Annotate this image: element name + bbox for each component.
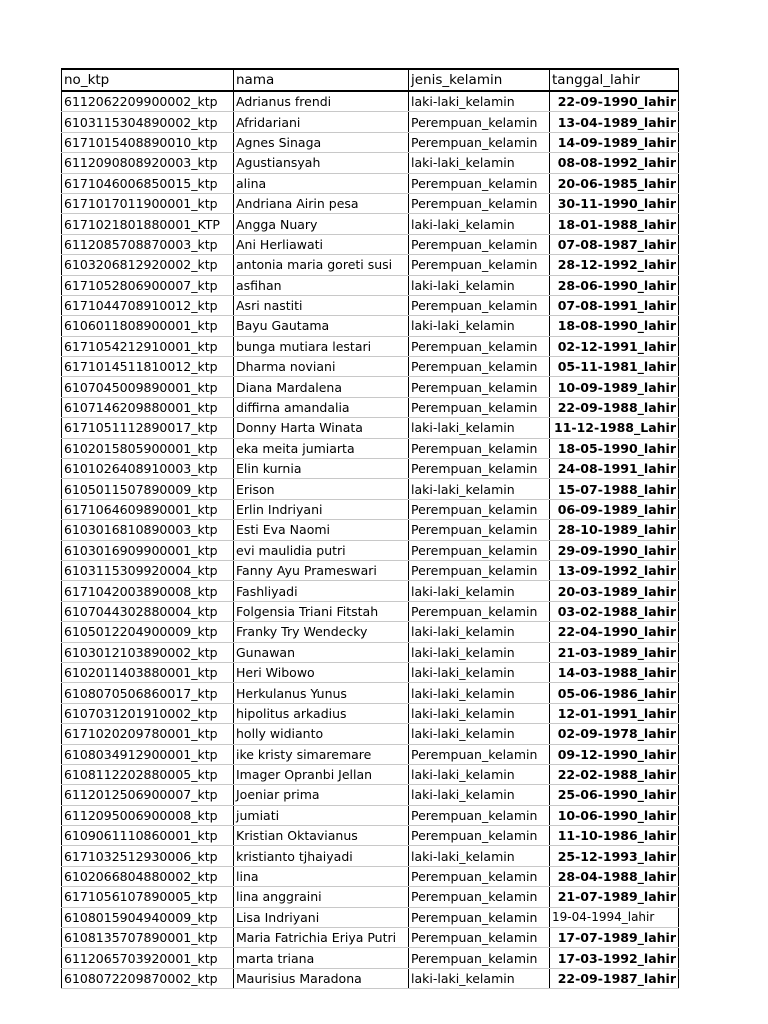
nama-cell[interactable]: Lisa Indriyani bbox=[234, 907, 409, 927]
table-row bbox=[62, 193, 679, 213]
jenis-kelamin-cell[interactable]: laki-laki_kelamin bbox=[409, 724, 550, 744]
tanggal-lahir-cell[interactable]: 17-07-1989_lahir bbox=[550, 928, 679, 948]
data-table bbox=[61, 68, 679, 989]
jenis-kelamin-cell[interactable]: Perempuan_kelamin bbox=[409, 193, 550, 213]
jenis-kelamin-cell[interactable]: Perempuan_kelamin bbox=[409, 377, 550, 397]
jenis-kelamin-cell[interactable]: Perempuan_kelamin bbox=[409, 112, 550, 132]
jenis-kelamin-cell[interactable]: Perempuan_kelamin bbox=[409, 744, 550, 764]
tanggal-lahir-cell[interactable]: 22-09-1990_lahir bbox=[550, 91, 679, 112]
jenis-kelamin-cell[interactable]: laki-laki_kelamin bbox=[409, 153, 550, 173]
tanggal-lahir-cell[interactable]: 28-06-1990_lahir bbox=[550, 275, 679, 295]
nama-cell[interactable]: Adrianus frendi bbox=[234, 91, 409, 112]
table-row bbox=[62, 887, 679, 907]
table-row bbox=[62, 316, 679, 336]
nama-cell[interactable]: Afridariani bbox=[234, 112, 409, 132]
no-ktp-cell[interactable]: 6171042003890008_ktp bbox=[62, 581, 234, 601]
tanggal-lahir-cell[interactable]: 14-09-1989_lahir bbox=[550, 132, 679, 152]
table-row bbox=[62, 662, 679, 682]
jenis-kelamin-cell[interactable]: laki-laki_kelamin bbox=[409, 662, 550, 682]
jenis-kelamin-cell[interactable]: Perempuan_kelamin bbox=[409, 601, 550, 621]
nama-cell[interactable]: Bayu Gautama bbox=[234, 316, 409, 336]
no-ktp-cell[interactable]: 6171051112890017_ktp bbox=[62, 418, 234, 438]
jenis-kelamin-cell[interactable]: Perempuan_kelamin bbox=[409, 907, 550, 927]
table-row bbox=[62, 764, 679, 784]
tanggal-lahir-cell[interactable]: 28-10-1989_lahir bbox=[550, 520, 679, 540]
jenis-kelamin-cell[interactable]: Perempuan_kelamin bbox=[409, 459, 550, 479]
no-ktp-cell[interactable]: 6112012506900007_ktp bbox=[62, 785, 234, 805]
jenis-kelamin-cell[interactable]: Perempuan_kelamin bbox=[409, 866, 550, 886]
table-row bbox=[62, 520, 679, 540]
nama-cell[interactable]: jumiati bbox=[234, 805, 409, 825]
nama-cell[interactable]: alina bbox=[234, 173, 409, 193]
table-row bbox=[62, 459, 679, 479]
table-row bbox=[62, 826, 679, 846]
jenis-kelamin-cell[interactable]: laki-laki_kelamin bbox=[409, 214, 550, 234]
table-row bbox=[62, 479, 679, 499]
tanggal-lahir-cell[interactable]: 28-12-1992_lahir bbox=[550, 255, 679, 275]
nama-cell[interactable]: Heri Wibowo bbox=[234, 662, 409, 682]
table-row bbox=[62, 866, 679, 886]
no-ktp-cell[interactable]: 6112085708870003_ktp bbox=[62, 234, 234, 254]
table-row bbox=[62, 132, 679, 152]
table-row bbox=[62, 255, 679, 275]
no-ktp-cell[interactable]: 6103012103890002_ktp bbox=[62, 642, 234, 662]
no-ktp-cell[interactable]: 6171021801880001_KTP bbox=[62, 214, 234, 234]
table-row bbox=[62, 581, 679, 601]
no-ktp-cell[interactable]: 6107146209880001_ktp bbox=[62, 397, 234, 417]
nama-cell[interactable]: kristianto tjhaiyadi bbox=[234, 846, 409, 866]
jenis-kelamin-cell[interactable]: Perempuan_kelamin bbox=[409, 887, 550, 907]
nama-cell[interactable]: Gunawan bbox=[234, 642, 409, 662]
nama-cell[interactable]: diffirna amandalia bbox=[234, 397, 409, 417]
table-row bbox=[62, 153, 679, 173]
nama-cell[interactable]: lina bbox=[234, 866, 409, 886]
jenis-kelamin-cell[interactable]: laki-laki_kelamin bbox=[409, 275, 550, 295]
jenis-kelamin-cell[interactable]: Perempuan_kelamin bbox=[409, 234, 550, 254]
table-row bbox=[62, 642, 679, 662]
tanggal-lahir-cell[interactable]: 21-07-1989_lahir bbox=[550, 887, 679, 907]
tanggal-lahir-cell[interactable]: 25-12-1993_lahir bbox=[550, 846, 679, 866]
tanggal-lahir-cell[interactable]: 11-12-1988_Lahir bbox=[550, 418, 679, 438]
table-row bbox=[62, 805, 679, 825]
tanggal-lahir-cell[interactable]: 07-08-1987_lahir bbox=[550, 234, 679, 254]
no-ktp-cell[interactable]: 6171032512930006_ktp bbox=[62, 846, 234, 866]
tanggal-lahir-cell[interactable]: 15-07-1988_lahir bbox=[550, 479, 679, 499]
jenis-kelamin-cell[interactable]: laki-laki_kelamin bbox=[409, 418, 550, 438]
nama-cell[interactable]: Maurisius Maradona bbox=[234, 968, 409, 988]
jenis-kelamin-cell[interactable]: laki-laki_kelamin bbox=[409, 316, 550, 336]
table-header bbox=[62, 69, 679, 91]
jenis-kelamin-cell[interactable]: Perempuan_kelamin bbox=[409, 520, 550, 540]
no-ktp-cell[interactable]: 6103016909900001_ktp bbox=[62, 540, 234, 560]
tanggal-lahir-cell[interactable]: 02-09-1978_lahir bbox=[550, 724, 679, 744]
no-ktp-cell[interactable]: 6171014511810012_ktp bbox=[62, 357, 234, 377]
table-row bbox=[62, 173, 679, 193]
tanggal-lahir-cell[interactable]: 24-08-1991_lahir bbox=[550, 459, 679, 479]
nama-cell[interactable]: Andriana Airin pesa bbox=[234, 193, 409, 213]
no-ktp-cell[interactable]: 6105012204900009_ktp bbox=[62, 622, 234, 642]
table-row bbox=[62, 234, 679, 254]
nama-cell[interactable]: Asri nastiti bbox=[234, 295, 409, 315]
table-row bbox=[62, 295, 679, 315]
jenis-kelamin-cell[interactable]: laki-laki_kelamin bbox=[409, 764, 550, 784]
tanggal-lahir-cell[interactable]: 18-01-1988_lahir bbox=[550, 214, 679, 234]
no-ktp-cell[interactable]: 6102066804880002_ktp bbox=[62, 866, 234, 886]
tanggal-lahir-cell[interactable]: 13-09-1992_lahir bbox=[550, 560, 679, 580]
jenis-kelamin-cell[interactable]: Perempuan_kelamin bbox=[409, 255, 550, 275]
table-row bbox=[62, 601, 679, 621]
no-ktp-cell[interactable]: 6171017011900001_ktp bbox=[62, 193, 234, 213]
table-row bbox=[62, 785, 679, 805]
nama-cell[interactable]: Maria Fatrichia Eriya Putri bbox=[234, 928, 409, 948]
jenis-kelamin-cell[interactable]: Perempuan_kelamin bbox=[409, 357, 550, 377]
jenis-kelamin-cell[interactable]: laki-laki_kelamin bbox=[409, 968, 550, 988]
jenis-kelamin-cell[interactable]: Perempuan_kelamin bbox=[409, 132, 550, 152]
nama-cell[interactable]: Diana Mardalena bbox=[234, 377, 409, 397]
jenis-kelamin-cell[interactable]: Perempuan_kelamin bbox=[409, 295, 550, 315]
tanggal-lahir-cell[interactable]: 30-11-1990_lahir bbox=[550, 193, 679, 213]
jenis-kelamin-cell[interactable]: Perempuan_kelamin bbox=[409, 438, 550, 458]
no-ktp-cell[interactable]: 6108034912900001_ktp bbox=[62, 744, 234, 764]
jenis-kelamin-cell[interactable]: laki-laki_kelamin bbox=[409, 703, 550, 723]
no-ktp-cell[interactable]: 6171064609890001_ktp bbox=[62, 499, 234, 519]
nama-cell[interactable]: Donny Harta Winata bbox=[234, 418, 409, 438]
jenis-kelamin-cell[interactable]: laki-laki_kelamin bbox=[409, 785, 550, 805]
no-ktp-cell[interactable]: 6171054212910001_ktp bbox=[62, 336, 234, 356]
no-ktp-cell[interactable]: 6171015408890010_ktp bbox=[62, 132, 234, 152]
table-row bbox=[62, 91, 679, 112]
nama-cell[interactable]: Joeniar prima bbox=[234, 785, 409, 805]
table-row bbox=[62, 275, 679, 295]
table-row bbox=[62, 336, 679, 356]
no-ktp-cell[interactable]: 6112065703920001_ktp bbox=[62, 948, 234, 968]
jenis-kelamin-cell[interactable]: Perempuan_kelamin bbox=[409, 948, 550, 968]
tanggal-lahir-cell[interactable]: 18-08-1990_lahir bbox=[550, 316, 679, 336]
table-row bbox=[62, 622, 679, 642]
nama-cell[interactable]: Erlin Indriyani bbox=[234, 499, 409, 519]
table-row bbox=[62, 112, 679, 132]
tanggal-lahir-cell[interactable]: 05-06-1986_lahir bbox=[550, 683, 679, 703]
header-no-ktp[interactable]: no_ktp bbox=[62, 69, 234, 91]
no-ktp-cell[interactable]: 6171046006850015_ktp bbox=[62, 173, 234, 193]
no-ktp-cell[interactable]: 6112095006900008_ktp bbox=[62, 805, 234, 825]
tanggal-lahir-cell[interactable]: 13-04-1989_lahir bbox=[550, 112, 679, 132]
tanggal-lahir-cell[interactable]: 20-03-1989_lahir bbox=[550, 581, 679, 601]
table-row bbox=[62, 724, 679, 744]
table-row bbox=[62, 397, 679, 417]
no-ktp-cell[interactable]: 6112090808920003_ktp bbox=[62, 153, 234, 173]
no-ktp-cell[interactable]: 6103115309920004_ktp bbox=[62, 560, 234, 580]
header-row bbox=[62, 69, 679, 91]
nama-cell[interactable]: Franky Try Wendecky bbox=[234, 622, 409, 642]
nama-cell[interactable]: Fanny Ayu Prameswari bbox=[234, 560, 409, 580]
no-ktp-cell[interactable]: 6171020209780001_ktp bbox=[62, 724, 234, 744]
no-ktp-cell[interactable]: 6108070506860017_ktp bbox=[62, 683, 234, 703]
jenis-kelamin-cell[interactable]: Perempuan_kelamin bbox=[409, 805, 550, 825]
tanggal-lahir-cell[interactable]: 21-03-1989_lahir bbox=[550, 642, 679, 662]
tanggal-lahir-cell[interactable]: 22-04-1990_lahir bbox=[550, 622, 679, 642]
jenis-kelamin-cell[interactable]: Perempuan_kelamin bbox=[409, 560, 550, 580]
tanggal-lahir-cell[interactable]: 07-08-1991_lahir bbox=[550, 295, 679, 315]
nama-cell[interactable]: Dharma noviani bbox=[234, 357, 409, 377]
table-row bbox=[62, 499, 679, 519]
table-body bbox=[62, 91, 679, 989]
nama-cell[interactable]: evi maulidia putri bbox=[234, 540, 409, 560]
table-row bbox=[62, 560, 679, 580]
table-row bbox=[62, 214, 679, 234]
table-row bbox=[62, 357, 679, 377]
jenis-kelamin-cell[interactable]: Perempuan_kelamin bbox=[409, 826, 550, 846]
no-ktp-cell[interactable]: 6171056107890005_ktp bbox=[62, 887, 234, 907]
tanggal-lahir-cell[interactable]: 10-09-1989_lahir bbox=[550, 377, 679, 397]
nama-cell[interactable]: hipolitus arkadius bbox=[234, 703, 409, 723]
jenis-kelamin-cell[interactable]: Perempuan_kelamin bbox=[409, 397, 550, 417]
jenis-kelamin-cell[interactable]: Perempuan_kelamin bbox=[409, 173, 550, 193]
jenis-kelamin-cell[interactable]: Perempuan_kelamin bbox=[409, 540, 550, 560]
table-row bbox=[62, 703, 679, 723]
nama-cell[interactable]: Agnes Sinaga bbox=[234, 132, 409, 152]
no-ktp-cell[interactable]: 6106011808900001_ktp bbox=[62, 316, 234, 336]
table-row bbox=[62, 418, 679, 438]
tanggal-lahir-cell[interactable]: 06-09-1989_lahir bbox=[550, 499, 679, 519]
nama-cell[interactable]: Erison bbox=[234, 479, 409, 499]
tanggal-lahir-cell[interactable]: 28-04-1988_lahir bbox=[550, 866, 679, 886]
nama-cell[interactable]: Fashliyadi bbox=[234, 581, 409, 601]
jenis-kelamin-cell[interactable]: Perempuan_kelamin bbox=[409, 336, 550, 356]
tanggal-lahir-cell[interactable]: 22-02-1988_lahir bbox=[550, 764, 679, 784]
table-row bbox=[62, 968, 679, 988]
tanggal-lahir-cell[interactable]: 22-09-1987_lahir bbox=[550, 968, 679, 988]
nama-cell[interactable]: Agustiansyah bbox=[234, 153, 409, 173]
tanggal-lahir-cell[interactable]: 03-02-1988_lahir bbox=[550, 601, 679, 621]
no-ktp-cell[interactable]: 6108015904940009_ktp bbox=[62, 907, 234, 927]
table-row bbox=[62, 907, 679, 927]
jenis-kelamin-cell[interactable]: laki-laki_kelamin bbox=[409, 642, 550, 662]
tanggal-lahir-cell[interactable]: 11-10-1986_lahir bbox=[550, 826, 679, 846]
jenis-kelamin-cell[interactable]: Perempuan_kelamin bbox=[409, 499, 550, 519]
table-row bbox=[62, 540, 679, 560]
table-row bbox=[62, 948, 679, 968]
nama-cell[interactable]: marta triana bbox=[234, 948, 409, 968]
tanggal-lahir-cell[interactable]: 18-05-1990_lahir bbox=[550, 438, 679, 458]
tanggal-lahir-cell[interactable]: 14-03-1988_lahir bbox=[550, 662, 679, 682]
no-ktp-cell[interactable]: 6102011403880001_ktp bbox=[62, 662, 234, 682]
nama-cell[interactable]: Imager Opranbi Jellan bbox=[234, 764, 409, 784]
no-ktp-cell[interactable]: 6107044302880004_ktp bbox=[62, 601, 234, 621]
no-ktp-cell[interactable]: 6101026408910003_ktp bbox=[62, 459, 234, 479]
nama-cell[interactable]: Elin kurnia bbox=[234, 459, 409, 479]
jenis-kelamin-cell[interactable]: laki-laki_kelamin bbox=[409, 846, 550, 866]
jenis-kelamin-cell[interactable]: Perempuan_kelamin bbox=[409, 928, 550, 948]
no-ktp-cell[interactable]: 6108112202880005_ktp bbox=[62, 764, 234, 784]
tanggal-lahir-cell[interactable]: 08-08-1992_lahir bbox=[550, 153, 679, 173]
tanggal-lahir-cell[interactable]: 20-06-1985_lahir bbox=[550, 173, 679, 193]
tanggal-lahir-cell[interactable]: 05-11-1981_lahir bbox=[550, 357, 679, 377]
no-ktp-cell[interactable]: 6108072209870002_ktp bbox=[62, 968, 234, 988]
tanggal-lahir-cell[interactable]: 17-03-1992_lahir bbox=[550, 948, 679, 968]
no-ktp-cell[interactable]: 6107045009890001_ktp bbox=[62, 377, 234, 397]
nama-cell[interactable]: ike kristy simaremare bbox=[234, 744, 409, 764]
no-ktp-cell[interactable]: 6103115304890002_ktp bbox=[62, 112, 234, 132]
no-ktp-cell[interactable]: 6109061110860001_ktp bbox=[62, 826, 234, 846]
nama-cell[interactable]: Esti Eva Naomi bbox=[234, 520, 409, 540]
table-row bbox=[62, 846, 679, 866]
no-ktp-cell[interactable]: 6107031201910002_ktp bbox=[62, 703, 234, 723]
nama-cell[interactable]: lina anggraini bbox=[234, 887, 409, 907]
table-row bbox=[62, 377, 679, 397]
no-ktp-cell[interactable]: 6108135707890001_ktp bbox=[62, 928, 234, 948]
jenis-kelamin-cell[interactable]: laki-laki_kelamin bbox=[409, 479, 550, 499]
tanggal-lahir-cell[interactable]: 09-12-1990_lahir bbox=[550, 744, 679, 764]
no-ktp-cell[interactable]: 6103206812920002_ktp bbox=[62, 255, 234, 275]
nama-cell[interactable]: Kristian Oktavianus bbox=[234, 826, 409, 846]
table-row bbox=[62, 438, 679, 458]
no-ktp-cell[interactable]: 6105011507890009_ktp bbox=[62, 479, 234, 499]
nama-cell[interactable]: Herkulanus Yunus bbox=[234, 683, 409, 703]
no-ktp-cell[interactable]: 6171044708910012_ktp bbox=[62, 295, 234, 315]
tanggal-lahir-cell[interactable]: 12-01-1991_lahir bbox=[550, 703, 679, 723]
no-ktp-cell[interactable]: 6171052806900007_ktp bbox=[62, 275, 234, 295]
nama-cell[interactable]: Angga Nuary bbox=[234, 214, 409, 234]
nama-cell[interactable]: antonia maria goreti susi bbox=[234, 255, 409, 275]
nama-cell[interactable]: bunga mutiara lestari bbox=[234, 336, 409, 356]
tanggal-lahir-cell[interactable]: 22-09-1988_lahir bbox=[550, 397, 679, 417]
no-ktp-cell[interactable]: 6102015805900001_ktp bbox=[62, 438, 234, 458]
jenis-kelamin-cell[interactable]: laki-laki_kelamin bbox=[409, 581, 550, 601]
tanggal-lahir-cell[interactable]: 19-04-1994_lahir bbox=[550, 907, 679, 927]
tanggal-lahir-cell[interactable]: 25-06-1990_lahir bbox=[550, 785, 679, 805]
no-ktp-cell[interactable]: 6103016810890003_ktp bbox=[62, 520, 234, 540]
table-row bbox=[62, 683, 679, 703]
header-nama[interactable]: nama bbox=[234, 69, 409, 91]
nama-cell[interactable]: eka meita jumiarta bbox=[234, 438, 409, 458]
nama-cell[interactable]: holly widianto bbox=[234, 724, 409, 744]
tanggal-lahir-cell[interactable]: 29-09-1990_lahir bbox=[550, 540, 679, 560]
header-jenis-kelamin[interactable]: jenis_kelamin bbox=[409, 69, 550, 91]
jenis-kelamin-cell[interactable]: laki-laki_kelamin bbox=[409, 622, 550, 642]
jenis-kelamin-cell[interactable]: laki-laki_kelamin bbox=[409, 683, 550, 703]
nama-cell[interactable]: Ani Herliawati bbox=[234, 234, 409, 254]
header-tanggal-lahir[interactable]: tanggal_lahir bbox=[550, 69, 679, 91]
no-ktp-cell[interactable]: 6112062209900002_ktp bbox=[62, 91, 234, 112]
nama-cell[interactable]: Folgensia Triani Fitstah bbox=[234, 601, 409, 621]
table-row bbox=[62, 928, 679, 948]
tanggal-lahir-cell[interactable]: 10-06-1990_lahir bbox=[550, 805, 679, 825]
tanggal-lahir-cell[interactable]: 02-12-1991_lahir bbox=[550, 336, 679, 356]
jenis-kelamin-cell[interactable]: laki-laki_kelamin bbox=[409, 91, 550, 112]
nama-cell[interactable]: asfihan bbox=[234, 275, 409, 295]
table-row bbox=[62, 744, 679, 764]
